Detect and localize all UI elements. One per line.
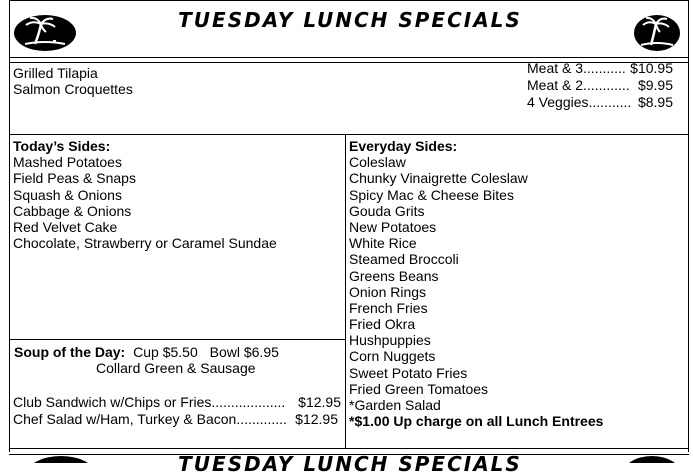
list-item: *Garden Salad: [349, 397, 441, 413]
item-label: Club Sandwich w/Chips or Fries: [13, 394, 212, 410]
list-item: Field Peas & Snaps: [13, 170, 136, 187]
footer-title: TUESDAY LUNCH SPECIALS: [178, 452, 522, 476]
palm-tree-logo-icon: [13, 14, 77, 52]
sides-bottom-line: [9, 448, 689, 449]
everyday-sides: [349, 138, 603, 429]
frame-top: [9, 0, 689, 1]
upcharge-note: *$1.00 Up charge on all Lunch Entrees: [349, 413, 604, 430]
palm-tree-logo-icon: [26, 456, 96, 463]
list-item: Mashed Potatoes: [13, 154, 122, 171]
price-row: [13, 394, 341, 411]
list-item: Spicy Mac & Cheese Bites: [349, 186, 514, 203]
soup-line: [14, 344, 279, 360]
price-value: $8.95: [637, 94, 673, 110]
item-dots: .............: [236, 410, 287, 427]
list-item: Chunky Vinaigrette Coleslaw: [349, 170, 528, 187]
other-items: [13, 394, 341, 427]
header-divider: [9, 57, 689, 58]
column-divider: [345, 134, 346, 449]
price-row: [527, 77, 673, 94]
todays-sides: [13, 138, 277, 251]
soup-name: Collard Green & Sausage: [96, 360, 256, 376]
price-label: 4 Veggies: [527, 94, 589, 110]
palm-tree-logo-icon: [633, 14, 681, 52]
list-item: Salmon Croquettes: [13, 81, 133, 98]
list-item: Chocolate, Strawberry or Caramel Sundae: [13, 235, 277, 252]
list-item: Greens Beans: [349, 267, 439, 284]
price-label: Meat & 2: [527, 77, 584, 93]
list-item: White Rice: [349, 235, 417, 252]
list-item: Fried Green Tomatoes: [349, 380, 489, 397]
price-value: $9.95: [637, 77, 673, 93]
item-dots: ...................: [211, 394, 286, 410]
price-value: $10.95: [630, 60, 673, 76]
soup-top-line: [9, 339, 346, 340]
section-heading: Today’s Sides:: [13, 138, 111, 154]
price-row: [13, 411, 341, 428]
item-label: Chef Salad w/Ham, Turkey & Bacon: [13, 410, 237, 427]
page-title: TUESDAY LUNCH SPECIALS: [178, 8, 522, 32]
soup-heading: Soup of the Day:: [14, 344, 126, 360]
list-item: Steamed Broccoli: [349, 251, 459, 268]
pricing-list: [527, 60, 673, 111]
list-item: Cabbage & Onions: [13, 202, 132, 219]
price-row: [527, 60, 673, 77]
price-row: [527, 94, 673, 111]
entree-list: [13, 65, 133, 97]
frame-left: [9, 0, 10, 452]
entree-bottom-line: [9, 134, 689, 135]
list-item: Fried Okra: [349, 316, 416, 333]
list-item: Coleslaw: [349, 154, 406, 171]
price-label: Meat & 3: [527, 60, 584, 76]
price-dots: ...........: [588, 94, 632, 110]
list-item: Sweet Potato Fries: [349, 364, 468, 381]
item-price: $12.95: [295, 410, 338, 427]
palm-tree-logo-icon: [622, 456, 682, 463]
soup-bowl-price: Bowl $6.95: [209, 344, 279, 360]
list-item: Corn Nuggets: [349, 348, 436, 365]
section-heading: Everyday Sides:: [349, 138, 458, 154]
list-item: Hushpuppies: [349, 332, 431, 349]
price-dots: ............: [583, 77, 630, 93]
list-item: Grilled Tilapia: [13, 65, 98, 81]
list-item: French Fries: [349, 299, 428, 316]
list-item: New Potatoes: [349, 218, 437, 235]
soup-cup-price: Cup $5.50: [133, 344, 198, 360]
list-item: Gouda Grits: [349, 202, 425, 219]
list-item: Red Velvet Cake: [13, 218, 118, 235]
list-item: Squash & Onions: [13, 186, 122, 203]
frame-right: [688, 0, 689, 452]
price-dots: ...........: [583, 60, 626, 76]
item-price: $12.95: [298, 394, 341, 410]
list-item: Onion Rings: [349, 283, 427, 300]
